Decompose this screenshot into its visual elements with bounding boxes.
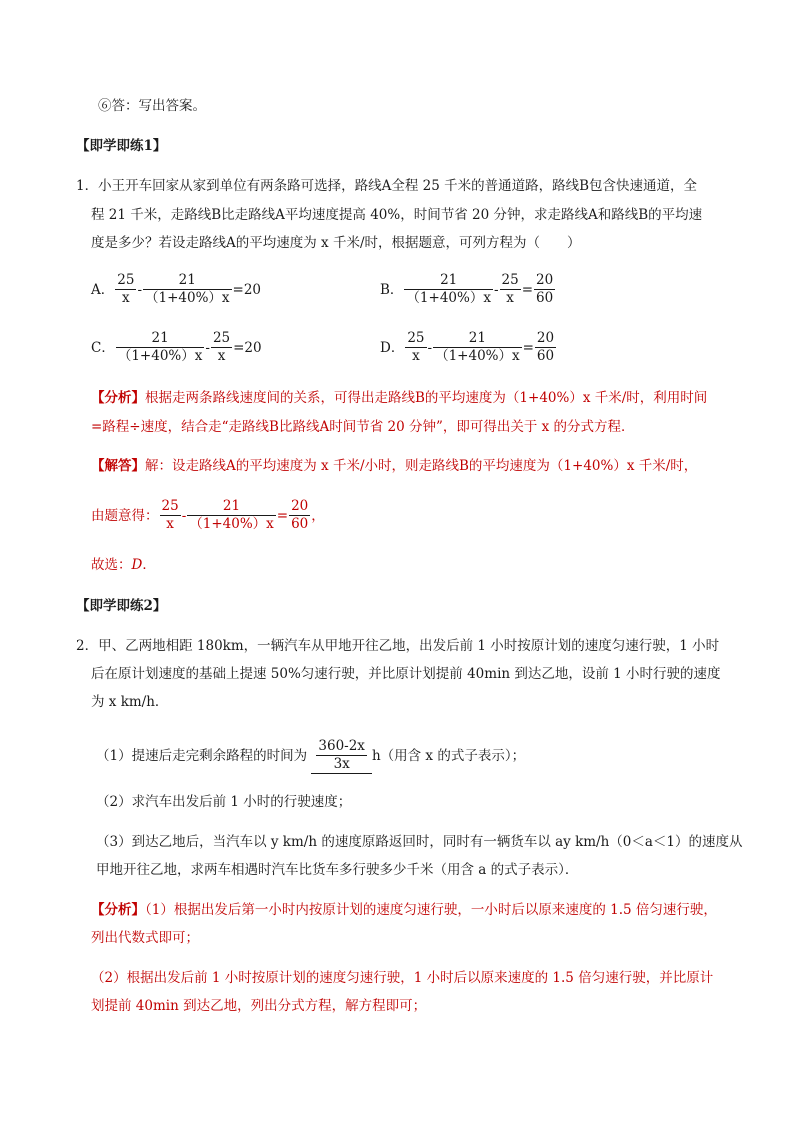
q2-part1 bbox=[96, 738, 525, 774]
option-b-fraction-3 bbox=[534, 272, 555, 307]
q2-analysis-line-1 bbox=[91, 900, 717, 920]
q2-text-line-2: 后在原计划速度的基础上提速 50%匀速行驶，并比原计划提前 40min 到达乙地，设前 1 小时行驶的速度 bbox=[91, 666, 721, 682]
fraction-numerator: 21 bbox=[116, 330, 205, 348]
minus-sign: - bbox=[205, 339, 210, 356]
option-b bbox=[380, 272, 556, 307]
q2-analysis2-text-1: （2）根据出发后前 1 小时按原计划的速度匀速行驶，1 小时后以原来速度的 1.5 倍匀速行驶，并比原计 bbox=[91, 970, 714, 986]
fraction-denominator: 60 bbox=[291, 516, 309, 532]
minus-sign: - bbox=[181, 507, 187, 524]
fraction-denominator: 60 bbox=[536, 290, 554, 306]
fraction-denominator: x bbox=[506, 290, 514, 306]
step6-number: ⑥ bbox=[98, 98, 112, 114]
choose-answer: D bbox=[131, 557, 143, 573]
fraction-numerator: 20 bbox=[536, 330, 555, 346]
equation-fraction-2 bbox=[187, 498, 276, 533]
q1-line-1 bbox=[76, 176, 697, 196]
fraction-numerator: 25 bbox=[212, 330, 231, 346]
q2-part3-line-2: 甲地开往乙地，求两车相遇时汽车比货车多行驶多少千米（用含 a 的式子表示）． bbox=[96, 862, 579, 878]
fraction-numerator: 21 bbox=[404, 272, 493, 290]
fraction-denominator: （1+40%）x bbox=[145, 290, 230, 306]
q2-part2: （2）求汽车出发后前 1 小时的行驶速度； bbox=[96, 794, 352, 810]
minus-sign: - bbox=[427, 339, 433, 356]
fraction-denominator: x bbox=[122, 290, 130, 306]
option-c-rhs: =20 bbox=[233, 339, 262, 356]
q1-answer-text: 解：设走路线A的平均速度为 x 千米/小时，则走路线B的平均速度为（1+40%）x 千米/时， bbox=[145, 458, 698, 474]
option-a-label: A． bbox=[91, 281, 115, 298]
fraction-denominator: （1+40%）x bbox=[406, 290, 491, 306]
q2-analysis2-text-2: 划提前 40min 到达乙地，列出分式方程，解方程即可； bbox=[91, 998, 427, 1014]
option-b-label: B． bbox=[380, 281, 404, 298]
q2-analysis-tag: 【分析】 bbox=[91, 902, 145, 918]
q2-part3-line-1: （3）到达乙地后，当汽车以 y km/h 的速度原路返回时，同时有一辆货车以 ay km/h（0＜a＜1）的速度从 bbox=[96, 834, 743, 850]
section2-title: 【即学即练2】 bbox=[76, 598, 167, 614]
fraction-numerator: 360-2x bbox=[318, 738, 365, 754]
option-d-fraction-1 bbox=[405, 330, 426, 365]
fraction-denominator: x bbox=[166, 516, 174, 532]
option-d bbox=[380, 330, 557, 365]
q1-answer-tag: 【解答】 bbox=[91, 458, 145, 474]
q1-analysis-text-2: =路程÷速度，结合走“走路线B比路线A时间节省 20 分钟”，即可得出关于 x 的分式方程． bbox=[91, 419, 635, 435]
fraction-numerator: 21 bbox=[433, 330, 522, 348]
fraction-denominator: x bbox=[412, 348, 420, 364]
option-c-label: C． bbox=[91, 339, 115, 356]
q1-analysis-tag: 【分析】 bbox=[91, 390, 145, 406]
option-a-rhs: =20 bbox=[232, 281, 262, 298]
choose-label: 故选： bbox=[91, 557, 132, 573]
fraction-numerator: 25 bbox=[117, 272, 135, 288]
option-b-fraction-2 bbox=[500, 272, 521, 307]
fraction-denominator: x bbox=[217, 348, 226, 364]
step6-text: 答：写出答案。 bbox=[111, 98, 206, 114]
q1-choose-line bbox=[91, 555, 156, 575]
fraction-denominator: （1+40%）x bbox=[435, 348, 520, 364]
q1-answer-line bbox=[91, 456, 697, 476]
q1-analysis-line-1 bbox=[91, 388, 707, 408]
fraction-numerator: 20 bbox=[291, 498, 309, 514]
q1-text-line-3: 度是多少？若设走路线A的平均速度为 x 千米/时，根据题意，可列方程为（ ） bbox=[91, 235, 581, 251]
q1-analysis-text-1: 根据走两条路线速度间的关系，可得出走路线B的平均速度为（1+40%）x 千米/时，利用时间 bbox=[145, 390, 708, 406]
fraction-numerator: 25 bbox=[407, 330, 425, 346]
fraction-denominator: 60 bbox=[536, 348, 555, 364]
option-a bbox=[91, 272, 261, 307]
minus-sign: - bbox=[493, 281, 499, 298]
option-c-fraction-2 bbox=[211, 330, 232, 365]
q1-equation-line bbox=[91, 498, 325, 533]
option-c bbox=[91, 330, 262, 365]
q2-line-1 bbox=[76, 636, 719, 656]
q1-number: 1． bbox=[76, 178, 99, 194]
from-problem-label: 由题意得： bbox=[91, 507, 159, 524]
q2-part1-prefix: （1）提速后走完剩余路程的时间为 bbox=[96, 748, 308, 764]
option-b-fraction-1 bbox=[404, 272, 493, 307]
equals-sign: = bbox=[276, 507, 289, 524]
q2-text-line-3: 为 x km/h． bbox=[91, 694, 169, 710]
q2-analysis-text-2: 列出代数式即可； bbox=[91, 930, 199, 946]
choose-end: ． bbox=[142, 557, 156, 573]
fraction-denominator: 3x bbox=[333, 756, 350, 772]
fraction-numerator: 21 bbox=[143, 272, 232, 290]
q1-text-line-1: 小王开车回家从家到单位有两条路可选择，路线A全程 25 千米的普通道路，路线B包含快速通道，全 bbox=[98, 178, 698, 194]
option-d-fraction-3 bbox=[535, 330, 556, 365]
option-a-fraction-1 bbox=[115, 272, 136, 307]
equation-fraction-1 bbox=[160, 498, 181, 533]
equals-sign: = bbox=[521, 281, 534, 298]
option-a-fraction-2 bbox=[143, 272, 232, 307]
fraction-numerator: 20 bbox=[536, 272, 554, 288]
q2-text-line-1: 甲、乙两地相距 180km，一辆汽车从甲地开往乙地，出发后前 1 小时按原计划的速度匀速行驶，1 小时 bbox=[98, 638, 720, 654]
step6-line bbox=[98, 96, 206, 116]
q2-part1-suffix: h（用含 x 的式子表示）； bbox=[371, 748, 526, 764]
q2-analysis-text-1: （1）根据出发后第一小时内按原计划的速度匀速行驶，一小时后以原来速度的 1.5 倍匀速行驶， bbox=[145, 902, 717, 918]
fraction-numerator: 25 bbox=[501, 272, 519, 288]
option-c-fraction-1 bbox=[116, 330, 205, 365]
q2-part1-answer-blank bbox=[311, 738, 372, 774]
section1-title: 【即学即练1】 bbox=[76, 138, 167, 154]
q2-number: 2． bbox=[76, 638, 99, 654]
q1-text-line-2: 程 21 千米，走路线B比走路线A平均速度提高 40%，时间节省 20 分钟，求走路线A和路线B的平均速 bbox=[91, 207, 703, 223]
equals-sign: = bbox=[522, 339, 534, 356]
option-d-label: D． bbox=[380, 339, 405, 356]
fraction-denominator: （1+40%）x bbox=[117, 348, 203, 364]
q2-part1-fraction bbox=[316, 738, 367, 773]
fraction-numerator: 21 bbox=[187, 498, 276, 516]
equation-tail: ， bbox=[311, 507, 325, 524]
fraction-denominator: （1+40%）x bbox=[189, 516, 274, 532]
equation-fraction-3 bbox=[289, 498, 310, 533]
fraction-numerator: 25 bbox=[161, 498, 179, 514]
option-d-fraction-2 bbox=[433, 330, 522, 365]
minus-sign: - bbox=[137, 281, 142, 298]
